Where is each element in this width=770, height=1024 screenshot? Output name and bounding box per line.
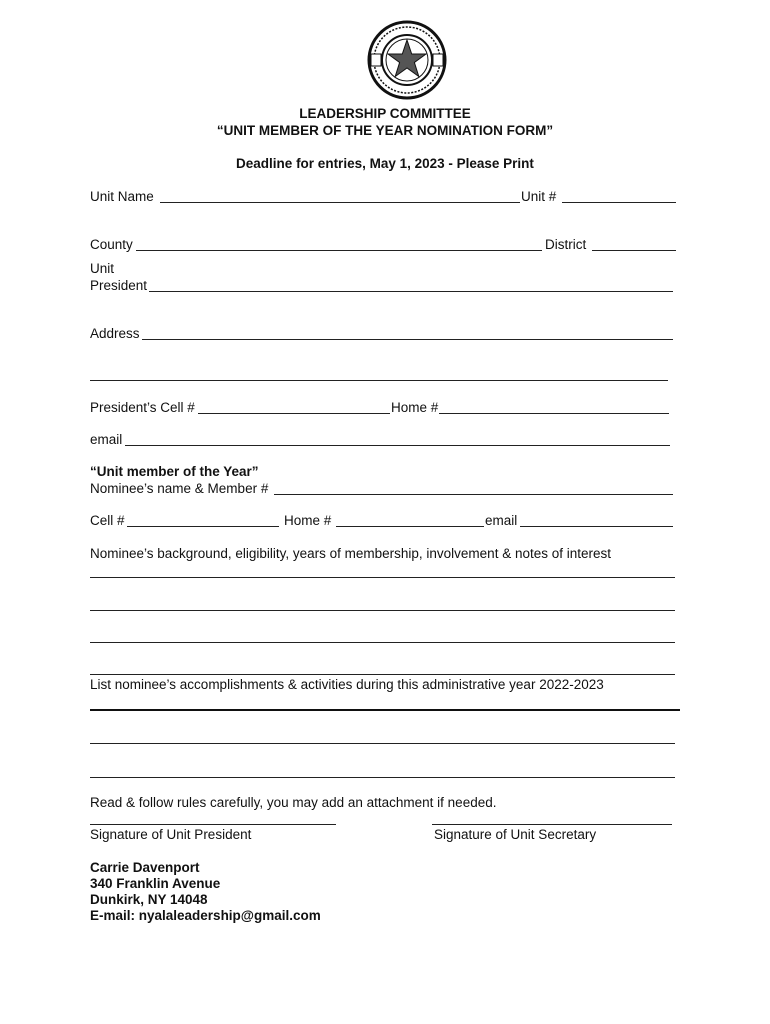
background-line-3[interactable] — [90, 642, 675, 643]
unit-president-field[interactable] — [149, 291, 673, 292]
home2-label: Home # — [284, 513, 332, 528]
accomplishments-label: List nominee’s accomplishments & activities during this administrative year 2022-2023 — [90, 677, 604, 692]
secretary-signature-label: Signature of Unit Secretary — [434, 827, 597, 842]
district-label: District — [545, 237, 587, 252]
county-row — [90, 236, 678, 254]
unit-president-row — [90, 277, 678, 295]
form-title-line1: LEADERSHIP COMMITTEE — [299, 106, 471, 121]
county-field[interactable] — [136, 250, 542, 251]
president-cell-field[interactable] — [198, 413, 390, 414]
president-email-field[interactable] — [125, 445, 670, 446]
president-signature-label: Signature of Unit President — [90, 827, 252, 842]
nominee-name-field[interactable] — [274, 494, 673, 495]
rules-text: Read & follow rules carefully, you may add an attachment if needed. — [90, 795, 497, 810]
unit-name-row — [90, 188, 678, 206]
president-signature-field[interactable] — [90, 824, 336, 825]
nominee-home-field[interactable] — [336, 526, 484, 527]
address-field[interactable] — [142, 339, 673, 340]
county-label: County — [90, 237, 133, 252]
background-label: Nominee’s background, eligibility, years of membership, involvement & notes of interest — [90, 546, 612, 561]
address-row — [90, 325, 678, 343]
background-line-4[interactable] — [90, 674, 675, 675]
accomplishments-line-2[interactable] — [90, 743, 675, 744]
nominee-row — [90, 480, 678, 498]
unit-name-field[interactable] — [160, 202, 520, 203]
address-label: Address — [90, 326, 140, 341]
president-cell-label: President’s Cell # — [90, 400, 195, 415]
secretary-signature-field[interactable] — [432, 824, 672, 825]
email-row — [90, 431, 678, 449]
email-label: email — [90, 432, 123, 447]
accomplishments-line-1[interactable] — [90, 709, 680, 711]
nominee-phone-row — [90, 512, 678, 530]
president-home-field[interactable] — [439, 413, 669, 414]
nominee-email-field[interactable] — [520, 526, 673, 527]
deadline-text: Deadline for entries, May 1, 2023 - Please Print — [236, 156, 534, 171]
form-title-line2: “UNIT MEMBER OF THE YEAR NOMINATION FORM” — [216, 123, 554, 138]
nominee-cell-field[interactable] — [127, 526, 279, 527]
home-label: Home # — [391, 400, 439, 415]
section-title: “Unit member of the Year” — [90, 464, 259, 479]
contact-name: Carrie Davenport — [90, 860, 200, 875]
background-line-2[interactable] — [90, 610, 675, 611]
cell-label: Cell # — [90, 513, 125, 528]
nominee-label: Nominee’s name & Member # — [90, 481, 269, 496]
background-line-1[interactable] — [90, 577, 675, 578]
unit-name-label: Unit Name — [90, 189, 154, 204]
contact-street: 340 Franklin Avenue — [90, 876, 221, 891]
auxiliary-emblem-icon — [367, 20, 447, 100]
contact-city: Dunkirk, NY 14048 — [90, 892, 208, 907]
district-field[interactable] — [592, 250, 676, 251]
address-line-2[interactable] — [90, 380, 668, 381]
email2-label: email — [485, 513, 518, 528]
contact-email: E-mail: nyalaleadership@gmail.com — [90, 908, 321, 923]
unit-label: Unit — [90, 261, 115, 276]
unit-number-label: Unit # — [521, 189, 557, 204]
accomplishments-line-3[interactable] — [90, 777, 675, 778]
president-label: President — [90, 278, 148, 293]
unit-number-field[interactable] — [562, 202, 676, 203]
president-phone-row — [90, 399, 678, 417]
